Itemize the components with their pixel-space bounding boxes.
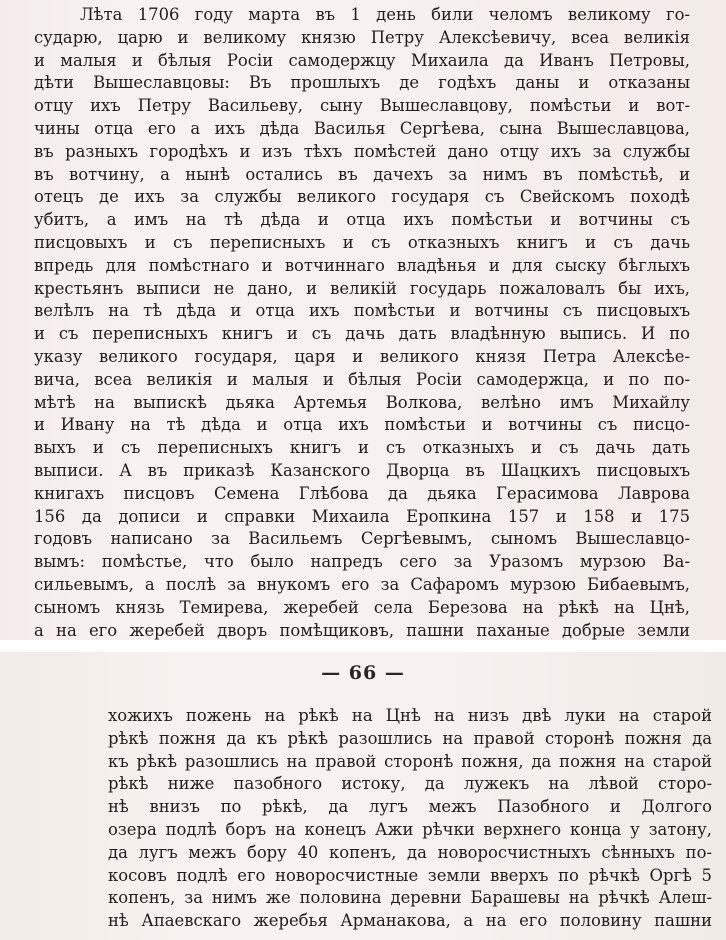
- text-line: рѣкѣ пожня да къ рѣкѣ разошлись на правой сторонѣ пожня да: [108, 728, 712, 748]
- text-line: крестьянъ выписи не дано, и великій государь пожаловалъ бы ихъ,: [34, 278, 690, 298]
- text-line: косовъ подлѣ его новоросчистные земли вверхъ по рѣчкѣ Оргѣ 5: [108, 865, 712, 885]
- text-line: отцу ихъ Петру Васильеву, сыну Вышеславцову, помѣстьи и вот-: [34, 96, 690, 116]
- text-line: убитъ, а имъ на тѣ дѣда и отца ихъ помѣстьи и вотчины съ: [34, 210, 690, 230]
- text-line: сыномъ князь Темирева, жеребей села Березова на рѣкѣ на Цнѣ,: [34, 597, 690, 617]
- text-line: рѣкѣ ниже пазобного истоку, да лужекъ на лѣвой сторо-: [108, 774, 712, 794]
- text-line: въ вотчину, а нынѣ остались въ дачехъ за нимъ въ помѣстьѣ, и: [34, 164, 690, 184]
- text-line: отецъ де ихъ за службы великого государя съ Свейскомъ походѣ: [34, 187, 690, 207]
- text-line: а на его жеребей дворъ помѣщиковъ, пашни паханые добрые земли: [34, 620, 690, 640]
- text-line: въ разныхъ городѣхъ и изъ тѣхъ помѣстей дано отцу ихъ за службы: [34, 141, 690, 161]
- text-line: указу великого государя, царя и великого князя Петра Алексѣе-: [34, 346, 690, 366]
- text-line: годовъ написано за Васильемъ Сергѣевымъ, сыномъ Вышеславцо-: [34, 529, 690, 549]
- text-line: чины отца его а ихъ дѣда Василья Сергѣева, сына Вышеславцова,: [34, 118, 690, 138]
- text-line: писцовыхъ и съ переписныхъ и съ отказныхъ книгъ и съ дачь: [34, 232, 690, 252]
- lower-text-block: [108, 705, 712, 933]
- text-line: хожихъ пожень на рѣкѣ на Цнѣ на низъ двѣ луки на старой: [108, 706, 712, 725]
- text-line: дѣти Вышеславцовы: Въ прошлыхъ де годѣхъ даны и отказаны: [34, 73, 690, 93]
- text-line: велѣлъ на тѣ дѣда и отца ихъ помѣстьи и вотчины съ писцовыхъ: [34, 301, 690, 321]
- text-line: выписи. А въ приказѣ Казанского Дворца въ Шацкихъ писцовыхъ: [34, 460, 690, 480]
- text-line: мѣтѣ на выпискѣ дьяка Артемья Волкова, велѣно имъ Михайлу: [34, 392, 690, 412]
- text-line: 156 да дописи и справки Михаила Еропкина 157 и 158 и 175: [34, 506, 690, 526]
- text-line: книгахъ писцовъ Семена Глѣбова да дьяка Герасимова Лаврова: [34, 483, 690, 503]
- text-line: копенъ, за нимъ же половина деревни Барашевы на рѣчкѣ Алеш-: [108, 888, 712, 908]
- text-line: нѣ Апаевскаго жеребья Арманакова, а на его половину пашни: [108, 911, 712, 931]
- text-line: къ рѣкѣ разошлись на правой сторонѣ пожня, да пожня на старой: [108, 751, 712, 771]
- text-line: и Ивану на тѣ дѣда и отца ихъ помѣстьи и вотчины съ писцо-: [34, 415, 690, 435]
- upper-text-block: [34, 4, 690, 642]
- text-line: да лугъ межъ бору 40 копенъ, да новоросчистныхъ сѣнныхъ по-: [108, 842, 712, 862]
- text-line: вымъ: помѣстье, что было напредъ сего за Уразомъ мурзою Ва-: [34, 552, 690, 572]
- text-line: Лѣта 1706 году марта въ 1 день били челомъ великому го-: [80, 5, 690, 24]
- text-line: и малыя и бѣлыя Росіи самодержцу Михаила да Иванъ Петровы,: [34, 50, 690, 70]
- text-line: выхъ и съ переписныхъ книгъ и съ отказныхъ и съ дачь дать: [34, 438, 690, 458]
- text-line: озера подлѣ боръ на конецъ Ажи рѣчки верхнего конца у затону,: [108, 819, 712, 839]
- text-line: и съ переписныхъ книгъ и съ дачь дать владѣнную выпись. И по: [34, 324, 690, 344]
- text-line: вича, всеа великія и малыя и бѣлыя Росіи самодержца, и по по-: [34, 369, 690, 389]
- text-line: сударю, царю и великому князю Петру Алексѣевичу, всеа великія: [34, 27, 690, 47]
- page-number: — 66 —: [321, 662, 405, 684]
- text-line: впредь для помѣстнаго и вотчиннаго владѣнья и для сыску бѣглыхъ: [34, 255, 690, 275]
- text-line: нѣ внизъ по рѣкѣ, да лугъ межъ Пазобного и Долгого: [108, 797, 712, 817]
- text-line: сильевымъ, а послѣ за внукомъ его за Сафаромъ мурзою Бибаевымъ,: [34, 574, 690, 594]
